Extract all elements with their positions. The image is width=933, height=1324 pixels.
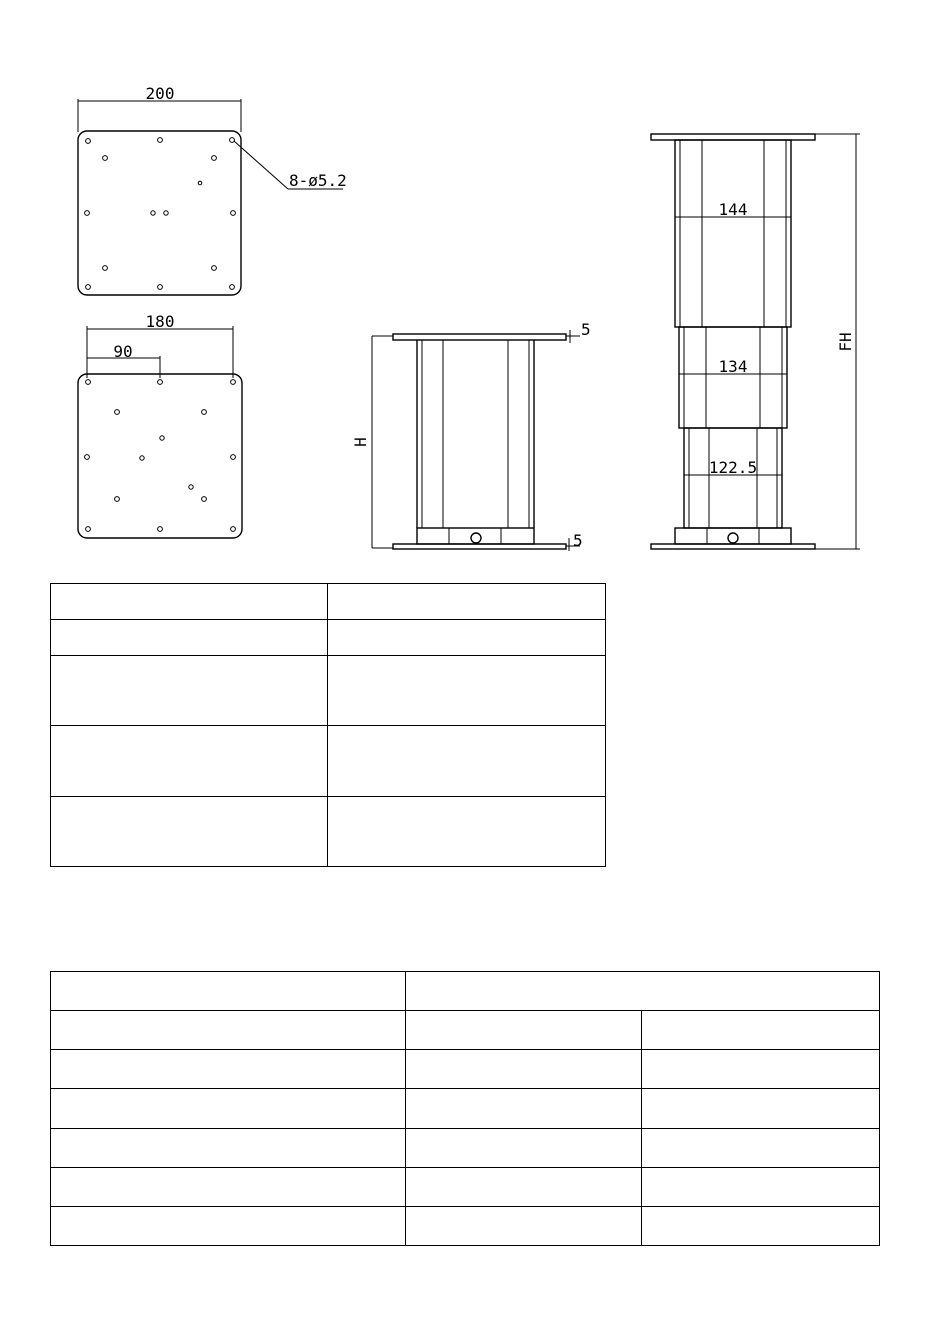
table-header-row [51,972,880,1011]
table-cell [51,1089,406,1128]
table-cell [51,1206,406,1245]
table-cell [642,1206,880,1245]
full-height-label: FH [836,332,855,352]
spec-table-2 [50,971,880,1246]
table-cell [51,656,328,726]
table-cell [51,726,328,797]
table-row [51,1050,880,1089]
bottom-plate-holes [85,380,236,532]
table-cell [328,656,606,726]
top-plate-view [78,84,347,295]
technical-drawing [0,0,933,580]
table-cell [406,1128,642,1167]
table-cell [51,797,328,867]
table-row [51,1089,880,1128]
table-subheader-cell [51,1011,406,1050]
table-subheader-cell [406,1011,642,1050]
table-header-cell [406,972,880,1011]
table-cell [51,1050,406,1089]
table-row [51,1206,880,1245]
table-cell [406,1089,642,1128]
table-cell [406,1167,642,1206]
table-cell [51,1167,406,1206]
table-cell [51,1128,406,1167]
top-plate-width-label: 200 [145,84,175,103]
bottom-plate-thickness-label: 5 [573,531,583,550]
table-row [51,584,606,620]
hole-callout-label: 8-ø5.2 [289,171,347,190]
retracted-top-plate [393,334,566,340]
table-cell [406,1206,642,1245]
table-row [51,797,606,867]
extended-bottom-plate [651,544,815,549]
stage-3-tube [684,428,782,528]
bottom-plate-view [78,312,242,538]
stage-2-width-label: 134 [718,357,748,376]
table-cell [328,620,606,656]
bottom-plate-outline [78,374,242,538]
top-plate-thickness-label: 5 [581,320,591,339]
table-cell [328,726,606,797]
table-row [51,656,606,726]
stage-1-width-label: 144 [718,200,748,219]
stage-1-tube [675,140,791,327]
table-cell [406,1050,642,1089]
table-cell [642,1089,880,1128]
retracted-base-housing [417,528,534,544]
table-subheader-cell [642,1011,880,1050]
table-row [51,726,606,797]
table-cell [51,620,328,656]
retracted-side-view [351,320,591,551]
table-cell [328,584,606,620]
retracted-motor-cap [471,533,481,543]
table-row [51,620,606,656]
top-plate-outline [78,131,241,295]
top-plate-holes [85,138,236,290]
table-cell [642,1050,880,1089]
table-subheader-row [51,1011,880,1050]
table-row [51,1167,880,1206]
extended-motor-cap [728,533,738,543]
table-cell [642,1167,880,1206]
extended-base-housing [675,528,791,544]
table-row [51,1128,880,1167]
bottom-plate-width-label: 180 [145,312,175,331]
extended-side-view [651,134,860,549]
table-cell [51,584,328,620]
table-header-cell [51,972,406,1011]
extended-top-plate [651,134,815,140]
stage-3-width-label: 122.5 [708,458,758,477]
spec-table-1 [50,583,606,867]
stage-2-tube [679,327,787,428]
table-cell [642,1128,880,1167]
bottom-plate-half-label: 90 [113,342,133,361]
retracted-bottom-plate [393,544,566,549]
table-cell [328,797,606,867]
height-label: H [351,437,370,447]
